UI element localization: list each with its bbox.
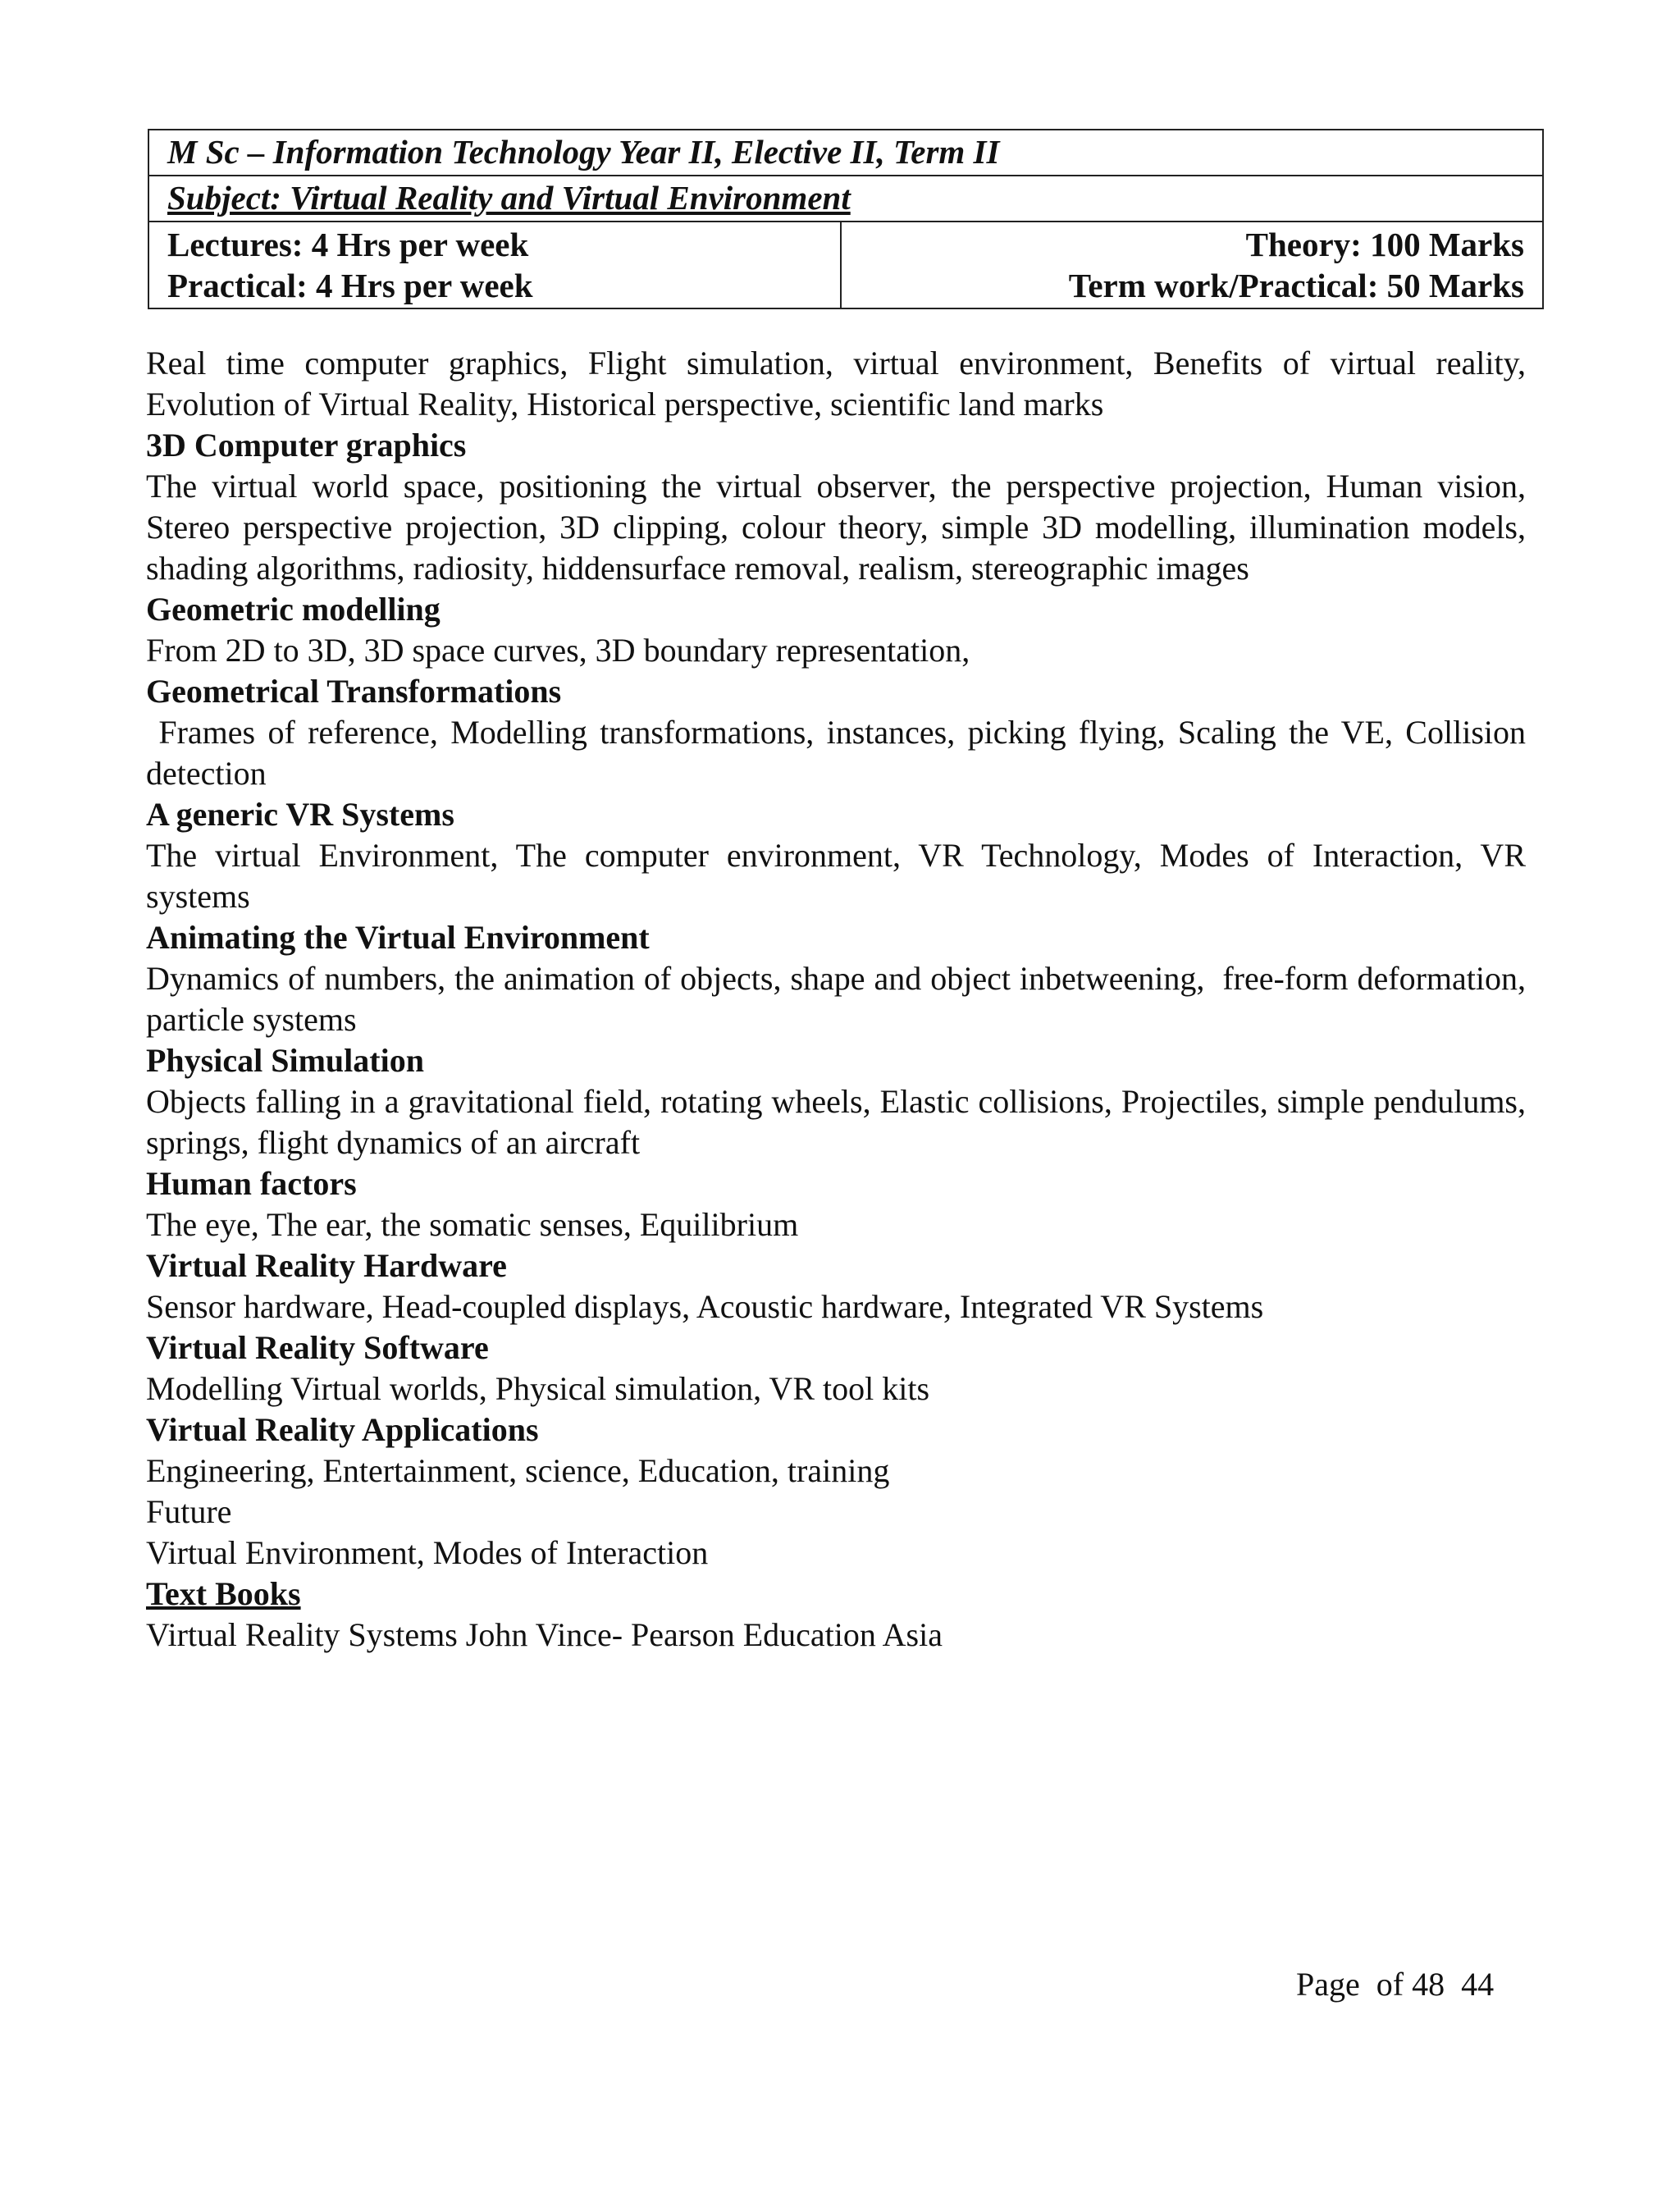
- course-header-table: [148, 129, 1544, 309]
- page-number: Page of 48 44: [1296, 1966, 1495, 2003]
- section-text: The virtual world space, positioning the virtual observer, the perspective projection, Human vision, Stereo perspective projection, 3D clipping, colour theory, simple 3D modelling, illumination models, shading algorithms, radiosity, hiddensurface removal, realism, stereographic images: [146, 468, 1526, 587]
- section-text: Modelling Virtual worlds, Physical simulation, VR tool kits: [146, 1370, 930, 1407]
- section-text: The virtual Environment, The computer environment, VR Technology, Modes of Interaction, VR systems: [146, 837, 1526, 915]
- section-heading: Human factors: [146, 1165, 357, 1202]
- section-heading: Virtual Reality Applications: [146, 1411, 539, 1448]
- section-text: Frames of reference, Modelling transformations, instances, picking flying, Scaling the VE, Collision detection: [146, 714, 1535, 792]
- section-heading: Geometrical Transformations: [146, 673, 562, 710]
- section-heading: 3D Computer graphics: [146, 427, 467, 464]
- practical-hours: Practical: 4 Hrs per week: [167, 267, 533, 304]
- hours-cell: [148, 222, 841, 308]
- section-heading: Physical Simulation: [146, 1042, 424, 1079]
- section-heading: Virtual Reality Hardware: [146, 1247, 507, 1284]
- syllabus-body: [146, 343, 1535, 1656]
- course-title: M Sc – Information Technology Year II, Elective II, Term II: [148, 130, 1543, 176]
- textbooks-heading: Text Books: [146, 1575, 301, 1612]
- section-text: The eye, The ear, the somatic senses, Equilibrium: [146, 1206, 799, 1243]
- section-text: From 2D to 3D, 3D space curves, 3D boundary representation,: [146, 632, 970, 669]
- section-heading: A generic VR Systems: [146, 796, 454, 833]
- section-text: Objects falling in a gravitational field, rotating wheels, Elastic collisions, Projectiles, simple pendulums, springs, flight dynamics of an aircraft: [146, 1083, 1526, 1161]
- section-text: Sensor hardware, Head-coupled displays, Acoustic hardware, Integrated VR Systems: [146, 1288, 1264, 1325]
- course-subject: Subject: Virtual Reality and Virtual Environment: [148, 176, 1543, 222]
- future-text: Virtual Environment, Modes of Interaction: [146, 1534, 709, 1571]
- termwork-marks: Term work/Practical: 50 Marks: [1068, 267, 1524, 304]
- section-heading: Virtual Reality Software: [146, 1329, 489, 1366]
- future-label: Future: [146, 1493, 232, 1530]
- section-text: Engineering, Entertainment, science, Education, training: [146, 1452, 890, 1489]
- section-heading: Geometric modelling: [146, 591, 441, 628]
- theory-marks: Theory: 100 Marks: [1245, 226, 1524, 263]
- section-heading: Animating the Virtual Environment: [146, 919, 650, 956]
- lectures-hours: Lectures: 4 Hrs per week: [167, 226, 529, 263]
- marks-cell: [841, 222, 1543, 308]
- textbooks-text: Virtual Reality Systems John Vince- Pearson Education Asia: [146, 1616, 943, 1653]
- intro-paragraph: Real time computer graphics, Flight simulation, virtual environment, Benefits of virtual reality, Evolution of Virtual Reality, Historical perspective, scientific land marks: [146, 345, 1526, 423]
- section-text: Dynamics of numbers, the animation of objects, shape and object inbetweening, free-form deformation, particle systems: [146, 960, 1534, 1038]
